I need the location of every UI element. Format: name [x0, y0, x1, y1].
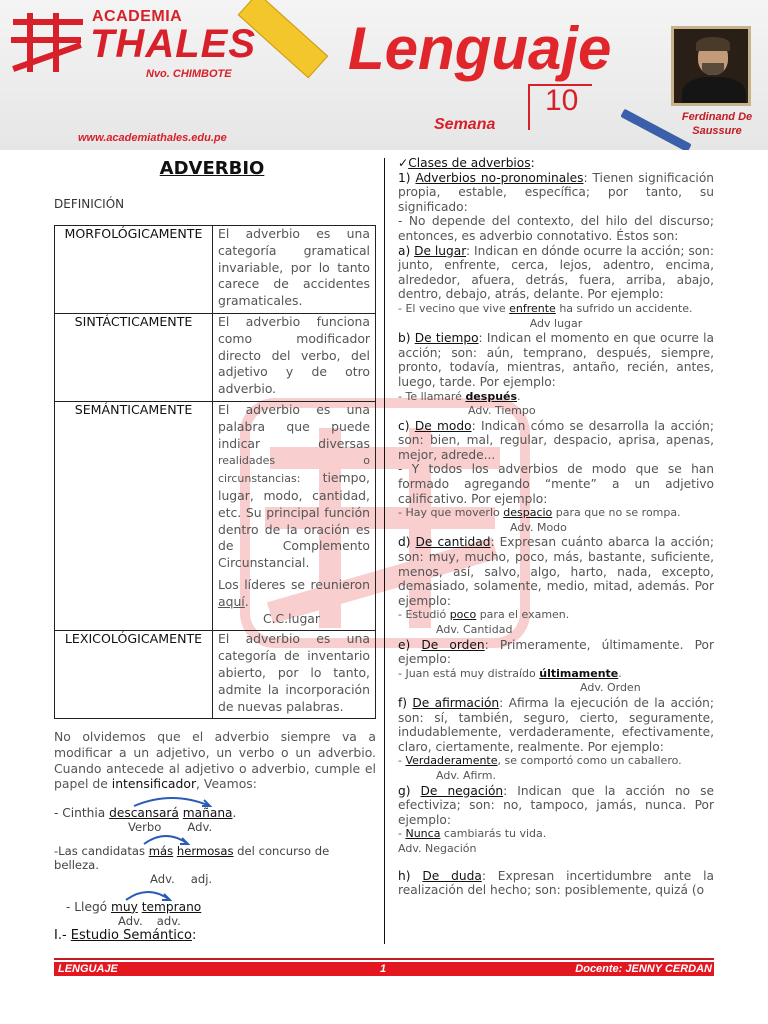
example-adverb: Verdaderamente	[405, 754, 498, 768]
class-title: De modo	[414, 418, 472, 433]
section-number: 1)	[398, 170, 411, 185]
website-link[interactable]: www.academiathales.edu.pe	[78, 132, 227, 144]
table-value: El adverbio es una categoría de inventario abierto, por lo tanto, admite la incorporación de nuevas palabras.	[213, 631, 376, 719]
column-divider	[384, 158, 385, 944]
example-text: - Te llamaré	[398, 389, 466, 403]
example-adverb: poco	[449, 608, 477, 622]
portrait-caption	[672, 110, 762, 138]
example-word: descansará	[109, 805, 179, 820]
note-text: No olvidemos que el adverbio siempre va a modificar a un adjetivo, un verbo o un adverbio. Cuando antecede al adjetivo o adverbio, cumple el papel de	[54, 729, 376, 792]
section-number: I.-	[54, 927, 71, 943]
class-letter: b)	[398, 331, 411, 346]
heading-colon: :	[530, 156, 535, 170]
class-text: : Indican en dónde ocurre la acción; son: junto, enfrente, cerca, lejos, adentro, encima, alrededor, afuera, detrás, fuera, arriba, abajo, dentro, debajo, atrás, delante. Por ejemplo:	[398, 243, 714, 302]
class-title: De orden	[421, 637, 485, 652]
example-label: Adv.	[150, 871, 175, 886]
table-value: El adverbio es una categoría gramatical invariable, por lo tanto carece de accidentes gramaticales.	[213, 226, 376, 314]
example-adverb: aquí	[218, 593, 245, 609]
classes-heading	[398, 156, 714, 171]
section-colon: :	[192, 927, 197, 943]
class-letter: g)	[398, 783, 411, 798]
semantic-text-small: realidades o circunstancias:	[218, 454, 370, 486]
class-a	[398, 244, 714, 302]
class-example	[398, 667, 714, 682]
class-text: : Primeramente, últimamente. Por ejemplo:	[398, 637, 715, 667]
section-title: Estudio Semántico	[70, 927, 192, 943]
example-label: Adv. Orden	[580, 681, 641, 695]
example-label: Adv. Modo	[510, 520, 567, 534]
semantic-text-b: tiempo, lugar, modo, cantidad, etc. Su principal función dentro de la oración es de Complemento Circunstancial.	[218, 470, 370, 571]
note-text-end: , Veamos:	[196, 776, 257, 792]
note-paragraph	[54, 729, 376, 791]
portrait-caption-line1: Ferdinand De	[681, 111, 753, 123]
note-bold: intensificador	[111, 776, 197, 792]
example-label: adj.	[190, 871, 213, 886]
table-row	[55, 226, 376, 314]
example-text: - Juan está muy distraído	[398, 666, 540, 680]
example-punct: .	[517, 389, 521, 403]
right-column	[398, 156, 714, 898]
arc-arrow-icon	[122, 794, 222, 808]
example-text: -	[398, 754, 406, 768]
example-text: - Estudió	[398, 608, 450, 622]
class-title: De afirmación	[412, 695, 500, 710]
example-text: - Llegó	[66, 899, 112, 914]
example-adverb: después	[465, 389, 518, 403]
example-text-end: del concurso de belleza.	[54, 843, 330, 872]
page-header	[0, 0, 768, 150]
classes-heading-text: Clases de adverbios	[408, 156, 531, 170]
class-e	[398, 638, 714, 667]
class-text: : Expresan cuánto abarca la acción; son: muy, mucho, poco, más, bastante, suficiente, menos, así, salvo, algo, harto, nada, excepto, demasiado, solamente, medio, mitad, además. Por ejemplo:	[398, 535, 715, 608]
example-adverb: Nunca	[405, 827, 441, 841]
table-row	[55, 313, 376, 401]
academy-branch: Nvo. CHIMBOTE	[146, 68, 232, 80]
example-label: Adv.	[187, 819, 213, 834]
table-row	[55, 631, 376, 719]
class-letter: h)	[398, 868, 411, 883]
example-adverb: enfrente	[509, 301, 556, 315]
example-label: Adv. Tiempo	[468, 404, 536, 418]
example-label: C.C.lugar	[262, 610, 320, 626]
example-punct: .	[232, 805, 237, 820]
semantic-example	[218, 577, 370, 611]
arc-arrow-icon	[138, 832, 198, 846]
footer-teacher: Docente: JENNY CERDAN	[575, 963, 712, 975]
class-example	[398, 390, 714, 405]
example-1	[54, 806, 376, 820]
academy-logo-icon	[10, 12, 84, 72]
example-adverb: últimamente	[539, 666, 619, 680]
section-1	[398, 171, 714, 215]
example-word: mañana	[182, 805, 233, 820]
example-text: Los líderes se reunieron	[218, 576, 370, 592]
class-title: De tiempo	[414, 331, 479, 346]
class-text: : Indican que la acción no se efectiviza; son: no, tampoco, jamás, nunca. Por ejemplo:	[398, 783, 715, 827]
example-labels	[54, 914, 376, 928]
table-key: MORFOLÓGICAMENTE	[55, 226, 213, 314]
page-footer	[54, 962, 714, 976]
example-word: hermosas	[176, 843, 234, 858]
example-text: -Las candidatas	[54, 843, 149, 858]
class-f	[398, 696, 714, 754]
definition-table	[54, 225, 376, 719]
example-label: Adv lugar	[529, 316, 583, 330]
example-punct: .	[244, 593, 249, 609]
class-h	[398, 869, 714, 898]
week-number: 10	[545, 84, 579, 117]
example-2	[54, 844, 376, 872]
footer-subject: LENGUAJE	[58, 963, 118, 975]
table-value: El adverbio funciona como modificador directo del verbo, del adjetivo y de otro adverbio.	[213, 313, 376, 401]
example-adverb: despacio	[503, 506, 553, 520]
table-row	[55, 401, 376, 630]
example-label: Adv. Cantidad	[436, 623, 513, 636]
portrait-caption-line2: Saussure	[692, 125, 742, 137]
footer-rule	[54, 958, 714, 960]
class-d	[398, 535, 714, 608]
table-value	[213, 401, 376, 630]
example-text-end: , se comportó como un caballero.	[497, 754, 682, 768]
class-title: De negación	[420, 783, 504, 798]
class-letter: e)	[398, 637, 411, 652]
example-label: Adv.	[118, 913, 143, 928]
arc-arrow-icon	[120, 888, 180, 902]
section-title: Adverbios no-pronominales	[415, 170, 584, 185]
class-c	[398, 419, 714, 463]
academy-name-line2: THALES	[90, 22, 256, 66]
check-icon: ✓	[398, 156, 409, 170]
example-word: temprano	[141, 899, 202, 914]
class-title: De lugar	[414, 243, 467, 258]
example-labels	[54, 872, 376, 886]
example-text: - Hay que moverlo	[398, 506, 504, 520]
class-title: De cantidad	[415, 535, 491, 550]
section-text: : Tienen significación propia, estable, específica; por tanto, su significado:	[398, 170, 714, 214]
week-label: Semana	[434, 116, 496, 133]
section-heading	[54, 928, 376, 943]
class-text: : Afirma la ejecución de la acción; son: sí, también, seguro, cierto, seguramente, indudablemente, verdaderamente, efectivamente, claro, ciertamente, realmente. Por ejemplo:	[398, 695, 715, 754]
semantic-text-a: El adverbio es una palabra que puede indicar diversas	[218, 401, 370, 451]
section-bullet: - No depende del contexto, del hilo del discurso; entonces, es adverbio connotativo. Éstos son:	[398, 214, 714, 243]
example-label: Adv. Negación	[398, 841, 477, 855]
table-key: SEMÁNTICAMENTE	[55, 401, 213, 630]
example-text: -	[398, 827, 406, 841]
class-letter: c)	[398, 418, 410, 433]
table-key: SINTÁCTICAMENTE	[55, 313, 213, 401]
class-text: : Indican el momento en que ocurre la acción; son: aún, temprano, después, siempre, pronto, todavía, mientras, antaño, recién, antes, luego, tarde. Por ejemplo:	[398, 331, 714, 389]
class-example	[398, 302, 714, 317]
portrait-image	[671, 26, 751, 106]
example-text-end: para que no se rompa.	[552, 506, 681, 520]
class-bullet: - Y todos los adverbios de modo que se han formado agregando “mente” a un adjetivo calificativo. Por ejemplo:	[398, 462, 714, 506]
example-text: - El vecino que vive	[398, 301, 510, 315]
example-word: más	[148, 843, 174, 858]
academy-name-line1: ACADEMIA	[92, 8, 183, 25]
example-word: muy	[111, 899, 138, 914]
left-column	[54, 158, 376, 943]
example-text-end: cambiarás tu vida.	[440, 827, 547, 841]
subject-title: Lenguaje	[348, 15, 612, 82]
example-label: adv.	[156, 913, 181, 928]
page-title: ADVERBIO	[159, 158, 265, 179]
class-text: : Expresan incertidumbre ante la realización del hecho; son: posiblemente, quizá (o	[398, 868, 714, 898]
table-key: LEXICOLÓGICAMENTE	[55, 631, 213, 719]
class-text: : Indican cómo se desarrolla la acción; son: bien, mal, regular, despacio, aprisa, apenas, mejor, adrede...	[398, 418, 715, 462]
class-example	[398, 506, 714, 521]
class-letter: f)	[398, 695, 408, 710]
example-punct: .	[618, 666, 622, 680]
example-label: Verbo	[128, 819, 162, 834]
class-example	[398, 608, 714, 623]
class-example	[398, 754, 714, 769]
class-letter: a)	[398, 243, 411, 258]
example-text-end: para el examen.	[476, 608, 570, 622]
example-labels	[54, 820, 376, 834]
example-label: Adv. Afirm.	[436, 768, 496, 782]
page-number: 1	[380, 963, 387, 975]
class-letter: d)	[398, 535, 411, 550]
class-example	[398, 827, 714, 842]
class-g	[398, 784, 714, 828]
class-b	[398, 331, 714, 389]
example-text-end: ha sufrido un accidente.	[555, 301, 693, 315]
example-3	[54, 900, 376, 914]
example-text: - Cinthia	[54, 805, 110, 820]
class-title: De duda	[422, 868, 482, 883]
definition-label: DEFINICIÓN	[54, 197, 125, 211]
